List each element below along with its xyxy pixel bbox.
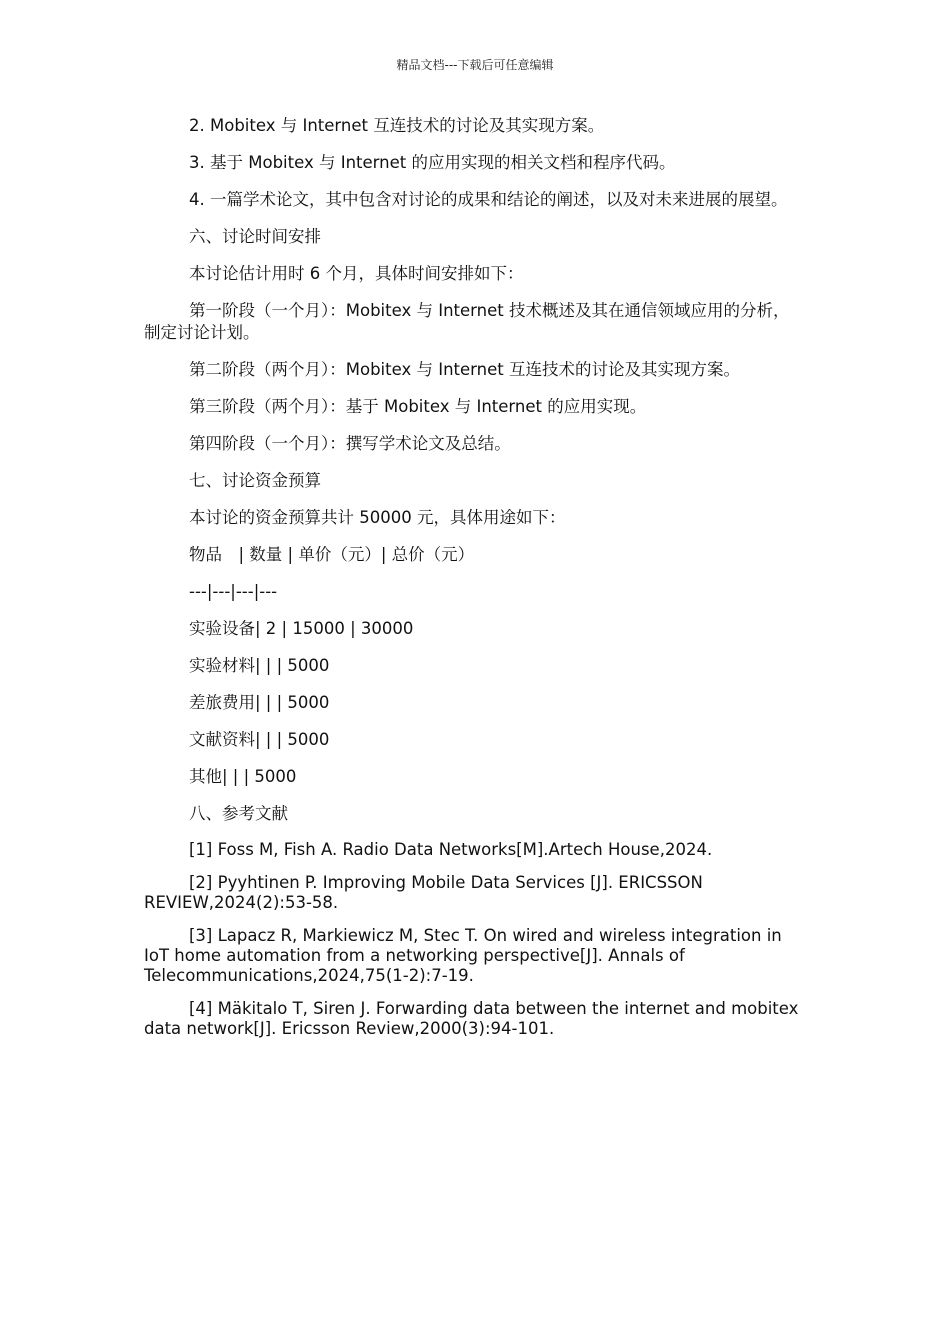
schedule-phase-4: 第四阶段（一个月）：撰写学术论文及总结。: [189, 434, 511, 453]
schedule-phase-3: 第三阶段（两个月）：基于 Mobitex 与 Internet 的应用实现。: [189, 397, 647, 416]
reference-item-1: [1] Foss M, Fish A. Radio Data Networks[M].Artech House,2024.: [189, 840, 713, 859]
deliverable-item-3: 3. 基于 Mobitex 与 Internet 的应用实现的相关文档和程序代码。: [189, 153, 676, 172]
reference-list: [144, 840, 804, 1039]
budget-table-separator: ---|---|---|---: [189, 582, 278, 601]
reference-item-3: [3] Lapacz R, Markiewicz M, Stec T. On wired and wireless integration in IoT home automation from a networking perspective[J]. Annals of Telecommunications,2024,75(1-2):7-19.: [144, 926, 782, 985]
deliverable-item-4: 4. 一篇学术论文，其中包含对讨论的成果和结论的阐述，以及对未来进展的展望。: [189, 190, 788, 209]
budget-row-equipment: 实验设备| 2 | 15000 | 30000: [189, 619, 414, 638]
page-header: 精品文档---下载后可任意编辑: [396, 58, 554, 72]
budget-row-travel: 差旅费用| | | 5000: [189, 693, 330, 712]
section-heading-references: 八、参考文献: [189, 804, 288, 823]
budget-row-literature: 文献资料| | | 5000: [189, 730, 330, 749]
budget-row-materials: 实验材料| | | 5000: [189, 656, 330, 675]
section-heading-budget: 七、讨论资金预算: [189, 471, 321, 490]
section-heading-schedule: 六、讨论时间安排: [189, 227, 321, 246]
budget-intro: 本讨论的资金预算共计 50000 元，具体用途如下：: [189, 508, 566, 527]
deliverable-item-2: 2. Mobitex 与 Internet 互连技术的讨论及其实现方案。: [189, 116, 605, 135]
schedule-phase-1: 第一阶段（一个月）：Mobitex 与 Internet 技术概述及其在通信领域应用的分析，制定讨论计划。: [144, 301, 790, 342]
schedule-intro: 本讨论估计用时 6 个月，具体时间安排如下：: [189, 264, 524, 283]
schedule-phase-2: 第二阶段（两个月）：Mobitex 与 Internet 互连技术的讨论及其实现方案。: [189, 360, 740, 379]
budget-table-header: 物品 | 数量 | 单价（元）| 总价（元）: [189, 545, 475, 564]
reference-item-2: [2] Pyyhtinen P. Improving Mobile Data Services [J]. ERICSSON REVIEW,2024(2):53-58.: [144, 873, 703, 912]
budget-row-other: 其他| | | 5000: [189, 767, 297, 786]
document-body: [144, 115, 804, 1052]
reference-item-4: [4] Mäkitalo T, Siren J. Forwarding data between the internet and mobitex data network[J]. Ericsson Review,2000(3):94-101.: [144, 999, 799, 1038]
